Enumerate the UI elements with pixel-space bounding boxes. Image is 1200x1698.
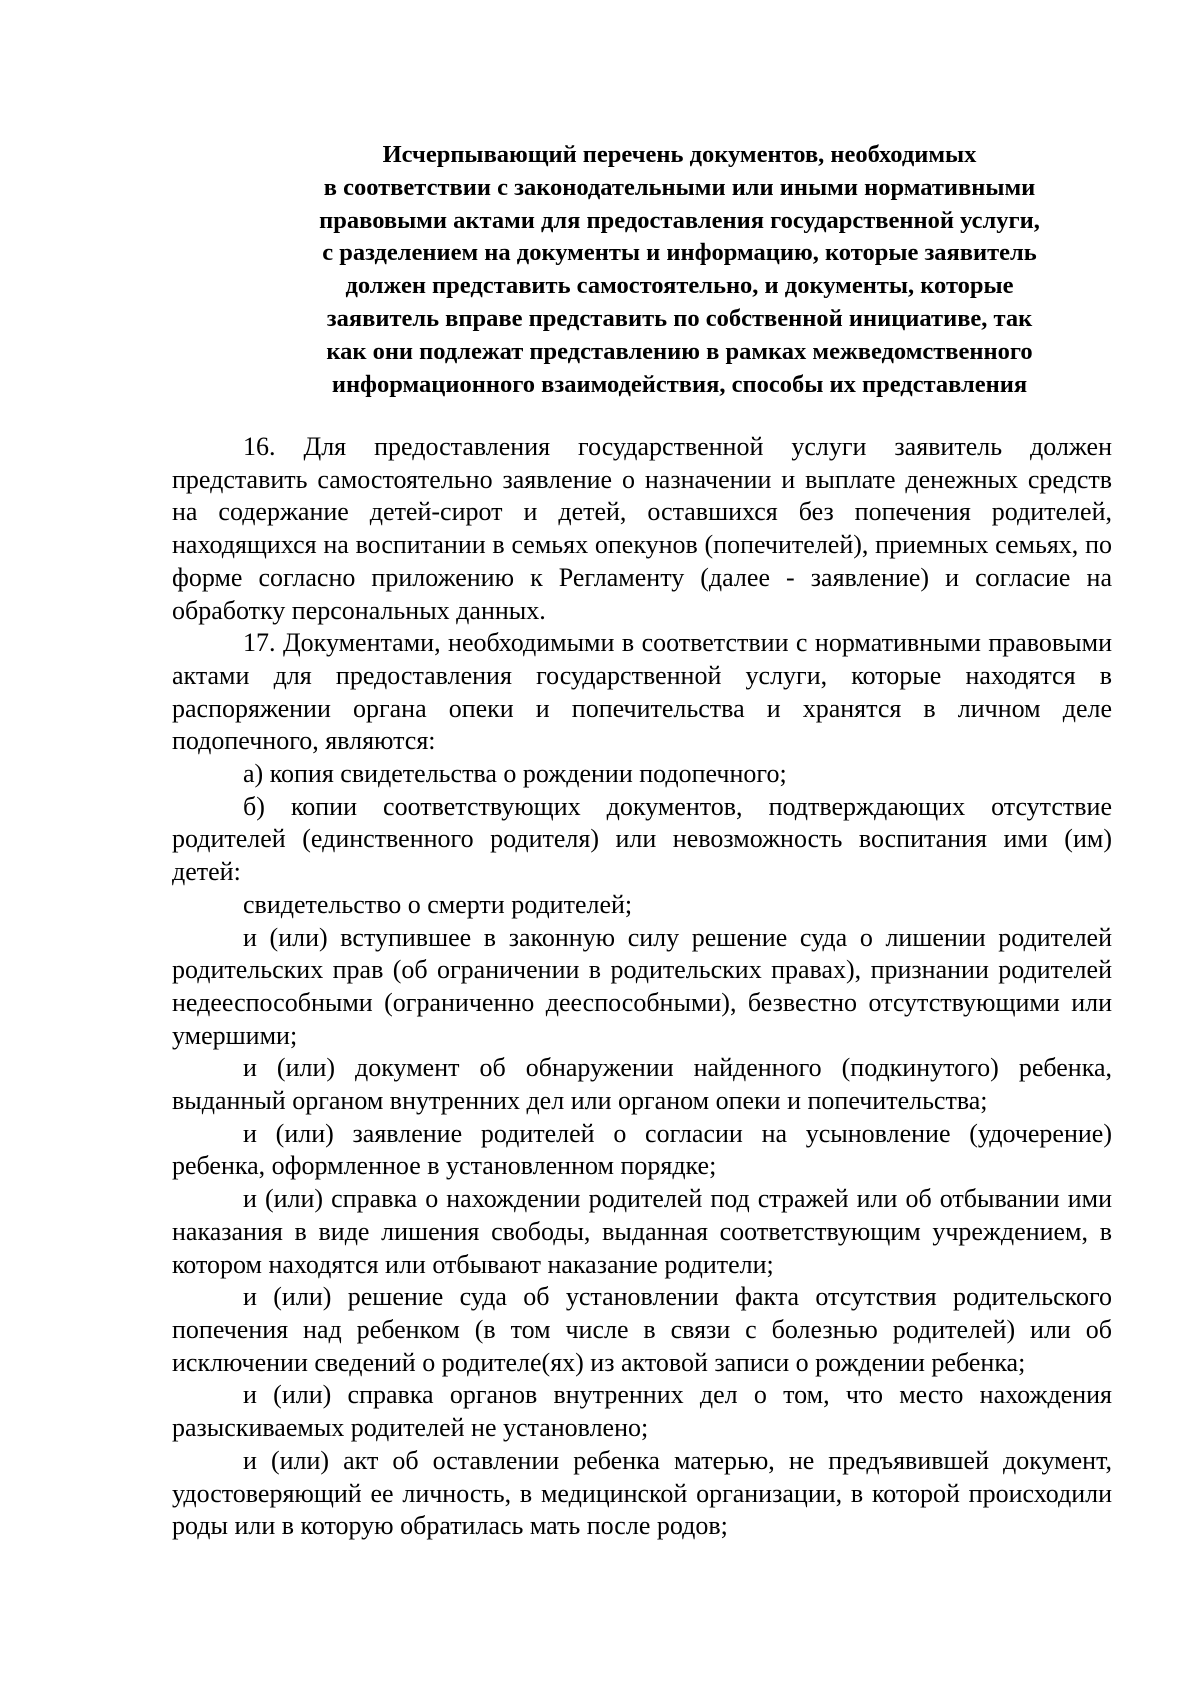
sub-item: и (или) справка о нахождении родителей под стражей или об отбывании ими наказания в виде лишения свободы, выданная соответствующим учреждением, в котором находятся или отбывают наказание родители; [172, 1184, 1112, 1279]
sub-item: и (или) справка органов внутренних дел о том, что место нахождения разыскиваемых родителей не установлено; [172, 1380, 1112, 1443]
heading-line: Исчерпывающий перечень документов, необходимых [382, 141, 977, 168]
sub-item: свидетельство о смерти родителей; [243, 889, 633, 919]
heading-line: как они подлежат представлению в рамках межведомственного [326, 337, 1033, 365]
heading-line: заявитель вправе представить по собственной инициативе, так [326, 304, 1033, 332]
heading-line: должен представить самостоятельно, и документы, которые [345, 272, 1014, 300]
heading-line: информационного взаимодействия, способы их представления [331, 370, 1028, 398]
sub-item: и (или) решение суда об установлении факта отсутствия родительского попечения над ребенком (в том числе в связи с болезнью родителей) или об исключении сведений о родителе(ях) из актовой записи о рождении ребенка; [172, 1282, 1112, 1377]
list-item-b: б) копии соответствующих документов, подтверждающих отсутствие родителей (единственного родителя) или невозможность воспитания ими (им) детей: [172, 791, 1112, 887]
heading-line: с разделением на документы и информацию, которые заявитель [322, 239, 1037, 267]
sub-item: и (или) акт об оставлении ребенка матерью, не предъявившей документ, удостоверяющий ее личность, в медицинской организации, в которой происходили роды или в которую обратилась мать после родов; [172, 1445, 1112, 1541]
sub-item: и (или) документ об обнаружении найденного (подкинутого) ребенка, выданный органом внутренних дел или органом опеки и попечительства; [172, 1053, 1112, 1116]
sub-item: и (или) заявление родителей о согласии на усыновление (удочерение) ребенка, оформленное в установленном порядке; [172, 1118, 1112, 1181]
heading-line: правовыми актами для предоставления государственной услуги, [319, 206, 1040, 234]
document-body [172, 431, 1112, 1543]
section-heading [262, 139, 1097, 401]
list-item-a: а) копия свидетельства о рождении подопечного; [243, 759, 787, 789]
heading-line: в соответствии с законодательными или иными нормативными [323, 173, 1036, 201]
paragraph-17: 17. Документами, необходимыми в соответствии с нормативными правовыми актами для предоставления государственной услуги, которые находятся в распоряжении органа опеки и попечительства и хранятся в личном деле подопечного, являются: [172, 628, 1112, 756]
sub-item: и (или) вступившее в законную силу решение суда о лишении родителей родительских прав (об ограничении в родительских правах), признании родителей недееспособными (ограниченно дееспособными), безвестно отсутствующими или умершими; [172, 922, 1112, 1050]
paragraph-16: 16. Для предоставления государственной услуги заявитель должен представить самостоятельно заявление о назначении и выплате денежных средств на содержание детей-сирот и детей, оставшихся без попечения родителей, находящихся на воспитании в семьях опекунов (попечителей), приемных семьях, по форме согласно приложению к Регламенту (далее - заявление) и согласие на обработку персональных данных. [172, 432, 1112, 625]
